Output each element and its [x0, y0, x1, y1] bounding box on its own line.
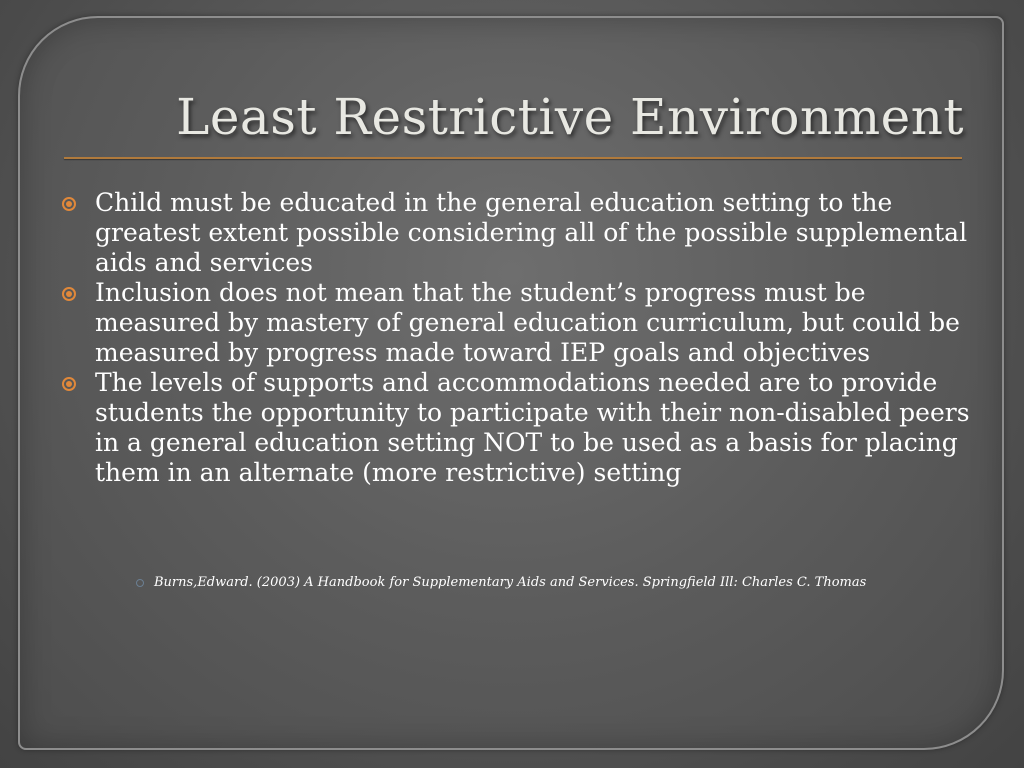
- bullet-item: [62, 188, 974, 278]
- slide-title: Least Restrictive Environment: [176, 88, 964, 146]
- circle-bullet-icon: [62, 287, 76, 301]
- bullet-text: Child must be educated in the general education setting to the greatest extent possible considering all of the possible supplemental aids and services: [95, 188, 968, 277]
- bullet-text: Inclusion does not mean that the student’s progress must be measured by mastery of general education curriculum, but could be measured by progress made toward IEP goals and objectives: [95, 278, 960, 367]
- citation-text: Burns,Edward. (2003) A Handbook for Supplementary Aids and Services. Springfield Ill: Charles C. Thomas: [154, 575, 867, 590]
- small-circle-bullet-icon: [136, 579, 144, 587]
- bullet-item: [62, 368, 974, 488]
- circle-bullet-icon: [62, 197, 76, 211]
- bullet-list: [62, 188, 974, 488]
- bullet-item: [62, 278, 974, 368]
- title-underline: [64, 157, 962, 159]
- circle-bullet-icon: [62, 377, 76, 391]
- bullet-text: The levels of supports and accommodations needed are to provide students the opportunity to participate with their non-disabled peers in a general education setting NOT to be used as a basis for placing them in an alternate (more restrictive) setting: [95, 368, 970, 487]
- citation: [136, 574, 1014, 592]
